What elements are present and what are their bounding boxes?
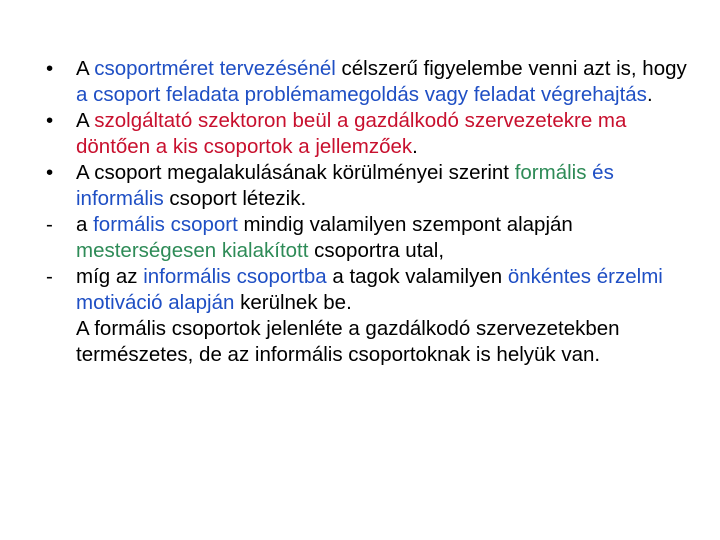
text-segment: célszerű figyelembe venni azt is, hogy <box>335 57 687 80</box>
highlighted-term: formális csoport <box>93 213 238 236</box>
text-segment: a tagok valamilyen <box>326 265 508 288</box>
list-item-text <box>76 56 694 108</box>
text-segment: míg az <box>76 265 144 288</box>
list-item <box>44 160 694 212</box>
highlighted-term: önkéntes érzelmi motiváció alapján <box>76 265 663 314</box>
list-item <box>44 264 694 316</box>
highlighted-term: informális csoportba <box>143 265 327 288</box>
list-item-text <box>76 316 694 368</box>
dash-marker: - <box>46 265 53 288</box>
list-item-text <box>76 160 694 212</box>
text-segment: mindig valamilyen szempont alapján <box>237 213 573 236</box>
list-item-text <box>76 108 694 160</box>
highlighted-term: formális <box>514 161 587 184</box>
highlighted-term: csoportméret tervezésénél <box>94 57 336 80</box>
text-segment: A <box>76 57 95 80</box>
text-segment: A formális csoportok jelenléte a gazdálkodó szervezetekben természetes, de az informális csoportoknak is helyük van. <box>76 317 620 366</box>
list-item-text <box>76 212 694 264</box>
list-item <box>44 108 694 160</box>
highlighted-term: és informális <box>76 161 614 210</box>
dash-marker: - <box>46 213 53 236</box>
bullet-marker: • <box>46 57 54 80</box>
list-item-text <box>76 264 694 316</box>
list-item <box>44 316 694 368</box>
text-segment: A <box>76 109 95 132</box>
text-segment: a <box>76 213 94 236</box>
text-segment: csoport létezik. <box>163 187 307 210</box>
bullet-list <box>44 56 694 368</box>
highlighted-term: a csoport feladata problémamegoldás vagy feladat végrehajtás <box>76 83 647 106</box>
text-segment: kerülnek be. <box>234 291 352 314</box>
list-item <box>44 56 694 108</box>
text-segment: . <box>412 135 418 158</box>
list-item <box>44 212 694 264</box>
bullet-marker: • <box>46 109 54 132</box>
text-segment: . <box>646 83 653 106</box>
text-segment: A csoport megalakulásának körülményei szerint <box>76 161 515 184</box>
text-segment: csoportra utal, <box>308 239 445 262</box>
bullet-marker: • <box>46 161 54 184</box>
highlighted-term: szolgáltató szektoron beül a gazdálkodó szervezetekre ma döntően a kis csoportok a jellemzőek <box>76 109 627 158</box>
highlighted-term: mesterségesen kialakított <box>76 239 309 262</box>
